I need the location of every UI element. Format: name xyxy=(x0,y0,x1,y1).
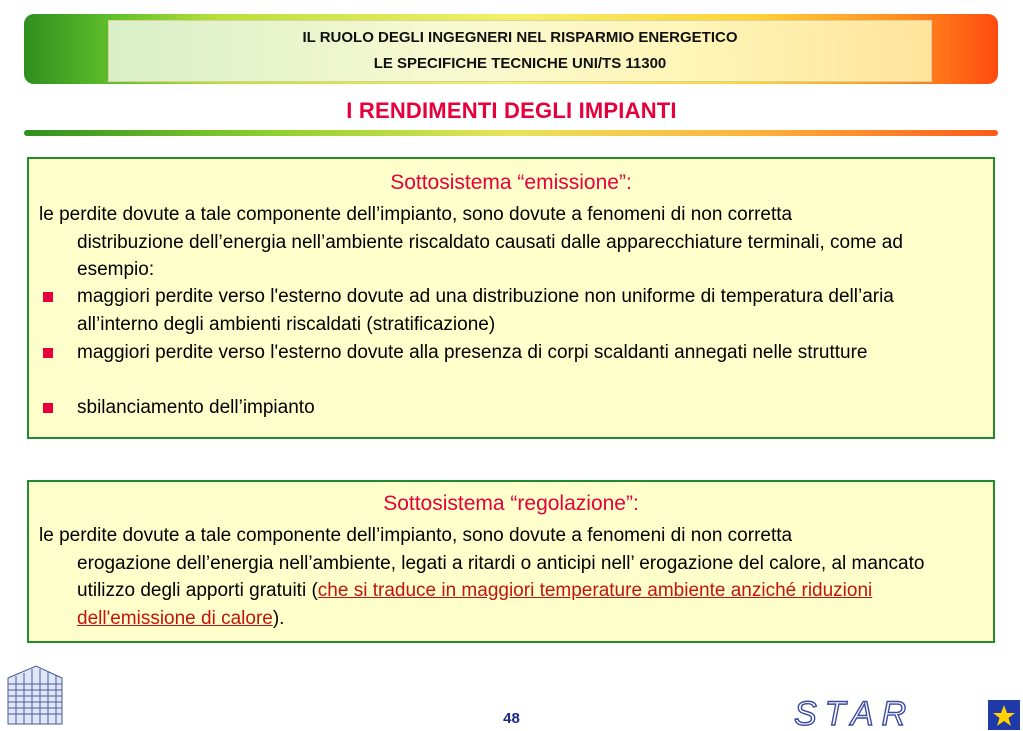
emission-intro xyxy=(39,201,979,284)
emission-bullet-1 xyxy=(77,283,977,338)
header-title-line-2: LE SPECIFICHE TECNICHE UNI/TS 11300 xyxy=(373,55,667,72)
header-title-line-1: IL RUOLO DEGLI INGEGNERI NEL RISPARMIO ENERGETICO xyxy=(302,29,738,46)
emission-bullet-3-text: sbilanciamento dell’impianto xyxy=(77,397,315,418)
emission-bullet-2-text: maggiori perdite verso l'esterno dovute alla presenza di corpi scaldanti annegati nelle strutture xyxy=(77,342,868,363)
regulation-intro xyxy=(39,522,979,632)
regulation-intro-text: erogazione dell’energia nell’ambiente, legati a ritardi o anticipi nell’ erogazione del calore, al mancato utilizzo degli apporti gratuiti ( xyxy=(77,552,925,601)
eu-flag-icon xyxy=(988,700,1020,730)
regulation-box xyxy=(27,480,995,643)
regulation-link[interactable]: che si traduce in maggiori temperature ambiente anziché riduzioni dell'emissione di calore xyxy=(77,580,873,629)
title-divider xyxy=(24,130,998,136)
header-panel xyxy=(108,20,932,82)
emission-heading: Sottosistema “emissione”: xyxy=(390,171,632,194)
star-logo-text: STAR xyxy=(794,697,915,731)
page-number: 48 xyxy=(503,710,520,727)
emission-intro-continuation: distribuzione dell’energia nell’ambiente riscaldato causati dalle apparecchiature terminali, come ad esempio: xyxy=(77,231,903,280)
emission-bullet-2 xyxy=(77,339,977,367)
red-square-bullet-icon xyxy=(43,403,53,413)
star-logo xyxy=(790,697,986,731)
emission-box xyxy=(27,157,995,439)
emission-bullet-3 xyxy=(77,394,977,422)
regulation-intro-continuation xyxy=(39,550,979,633)
emission-bullet-1-text: maggiori perdite verso l'esterno dovute ad una distribuzione non uniforme di temperatura dell’aria all’interno degli ambienti riscaldati (stratificazione) xyxy=(77,286,894,335)
regulation-intro-first-line: le perdite dovute a tale componente dell’impianto, sono dovute a fenomeni di non corretta xyxy=(39,525,793,546)
regulation-tail: ). xyxy=(272,607,285,629)
page-title: I RENDIMENTI DEGLI IMPIANTI xyxy=(346,98,677,123)
red-square-bullet-icon xyxy=(43,348,53,358)
regulation-heading: Sottosistema “regolazione”: xyxy=(383,492,639,515)
emission-intro-first-line: le perdite dovute a tale componente dell’impianto, sono dovute a fenomeni di non corretta xyxy=(39,204,793,225)
red-square-bullet-icon xyxy=(43,292,53,302)
